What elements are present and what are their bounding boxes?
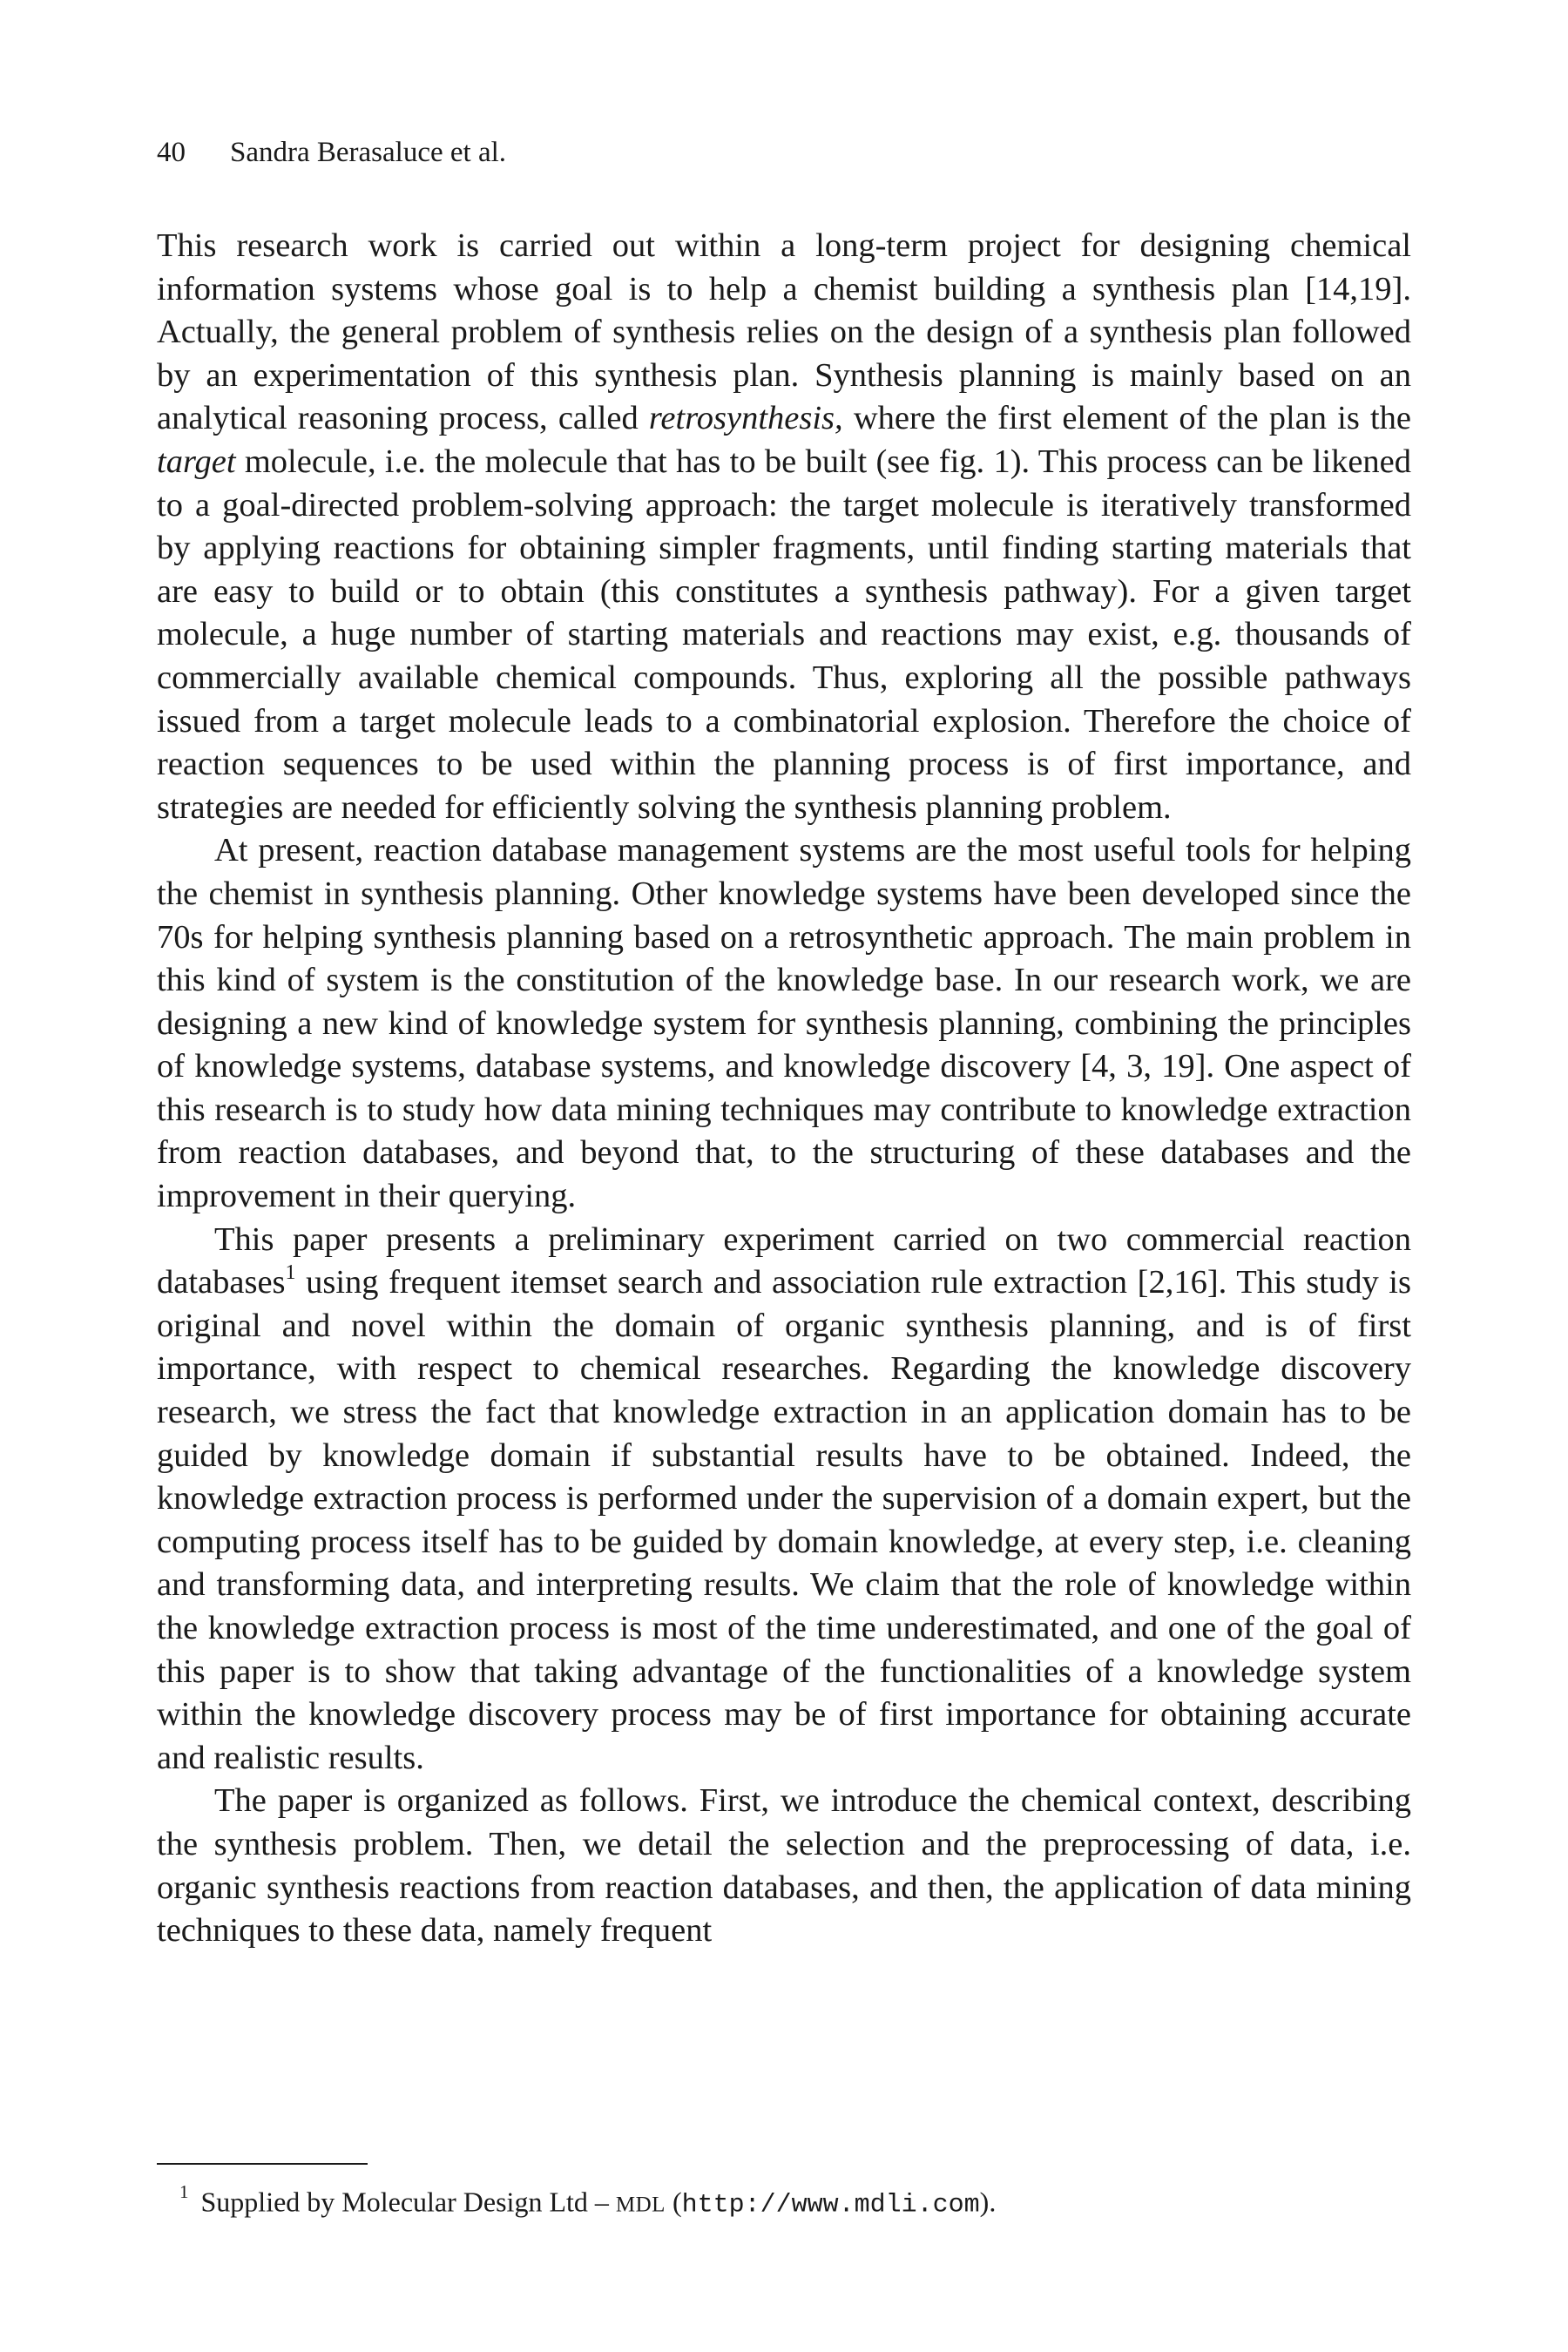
paragraph-4: The paper is organized as follows. First, we introduce the chemical context, describing the synthesis problem. Then, we detail the selection and the preprocessing of data, i.e. organic synthesis reactions from reaction databases, and then, the application of data mining techniques to these data, namely frequent bbox=[157, 1782, 1411, 1950]
footnote: $^1$ Supplied by Molecular Design Ltd – MDL (http://www.mdli.com). bbox=[179, 2181, 997, 2220]
footnote-marker: 1 bbox=[179, 2181, 189, 2202]
footnote-divider bbox=[157, 2163, 368, 2165]
paragraph-1: This research work is carried out within a long-term project for designing chemical information systems whose goal is to help a chemist building a synthesis plan [14,19]. Actually, the general problem of synthesis relies on the design of a synthesis plan followed by an experimentation of this synthesis plan. Synthesis planning is mainly based on an analytical reasoning process, called retrosynthesis, where the first element of the plan is the target molecule, i.e. the molecule that has to be built (see fig. 1). This process can be likened to a goal-directed problem-solving approach: the target molecule is iteratively transformed by applying reactions for obtaining simpler fragments, until finding starting materials that are easy to build or to obtain (this constitutes a synthesis pathway). For a given target molecule, a huge number of starting materials and reactions may exist, e.g. thousands of commercially available chemical compounds. Thus, exploring all the possible pathways issued from a target molecule leads to a combinatorial explosion. Therefore the choice of reaction sequences to be used within the planning process is of first importance, and strategies are needed for efficiently solving the synthesis planning problem. bbox=[157, 227, 1411, 826]
paragraph-2: At present, reaction database management systems are the most useful tools for helping the chemist in synthesis planning. Other knowledge systems have been developed since the 70s for helping synthesis planning based on a retrosynthetic approach. The main problem in this kind of system is the constitution of the knowledge base. In our research work, we are designing a new kind of knowledge system for synthesis planning, combining the principles of knowledge systems, database systems, and knowledge discovery [4, 3, 19]. One aspect of this research is to study how data mining techniques may contribute to knowledge extraction from reaction databases, and beyond that, to the structuring of these databases and the improvement in their querying. bbox=[157, 832, 1411, 1215]
page-number: 40 bbox=[157, 137, 186, 168]
paragraph-3: This paper presents a preliminary experiment carried on two commercial reaction databases$^1$ using frequent itemset search and association rule extraction [2,16]. This study is original and novel within the domain of organic synthesis planning, and is of first importance, with respect to chemical researches. Regarding the knowledge discovery research, we stress the fact that knowledge extraction in an application domain has to be guided by knowledge domain if substantial results have to be obtained. Indeed, the knowledge extraction process is performed under the supervision of a domain expert, but the computing process itself has to be guided by domain knowledge, at every step, i.e. cleaning and transforming data, and interpreting results. We claim that the role of knowledge within the knowledge extraction process is most of the time underestimated, and one of the goal of this paper is to show that taking advantage of the functionalities of a knowledge system within the knowledge discovery process may be of first importance for obtaining accurate and realistic results. bbox=[157, 1220, 1411, 1776]
footnote-reference[interactable]: 1 bbox=[285, 1261, 296, 1285]
body-text bbox=[157, 225, 1411, 1953]
running-head bbox=[157, 135, 506, 170]
footnote-url-link[interactable]: http://www.mdli.com bbox=[681, 2190, 980, 2220]
footnote-abbreviation: MDL bbox=[615, 2193, 666, 2217]
emphasis-retrosynthesis: retrosynthesis, bbox=[648, 400, 843, 437]
emphasis-target: target bbox=[157, 443, 236, 480]
running-title: Sandra Berasaluce et al. bbox=[230, 137, 507, 168]
